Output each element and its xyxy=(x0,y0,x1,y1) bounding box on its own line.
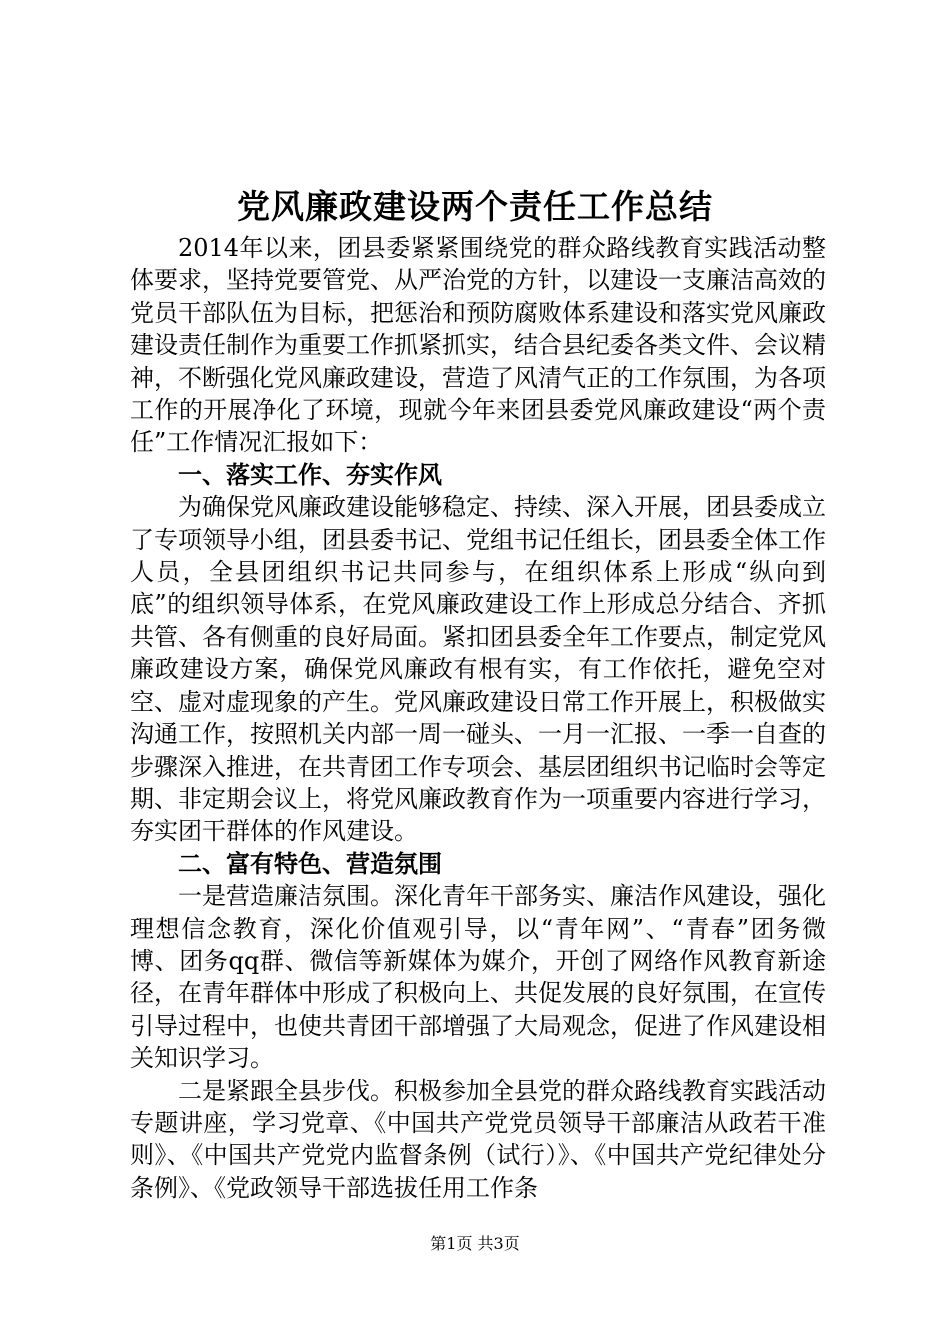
document-title: 党风廉政建设两个责任工作总结 xyxy=(237,187,713,226)
intro-paragraph: 2014年以来，团县委紧紧围绕党的群众路线教育实践活动整体要求，坚持党要管党、从严治党的方针，以建设一支廉洁高效的党员干部队伍为目标，把惩治和预防腐败体系建设和落实党风廉政建设责任制作为重要工作抓紧抓实，结合县纪委各类文件、会议精神，不断强化党风廉政建设，营造了风清气正的工作氛围，为各项工作的开展净化了环境，现就今年来团县委党风廉政建设“两个责任”工作情况汇报如下： xyxy=(130,234,826,457)
section-2-paragraph-1: 一是营造廉洁氛围。深化青年干部务实、廉洁作风建设，强化理想信念教育，深化价值观引导，以“青年网”、“青春”团务微博、团务qq群、微信等新媒体为媒介，开创了网络作风教育新途径，在青年群体中形成了积极向上、共促发展的良好氛围，在宣传引导过程中，也使共青团干部增强了大局观念，促进了作风建设相关知识学习。 xyxy=(130,882,826,1073)
section-heading-2: 二、富有特色、营造氛围 xyxy=(178,849,442,878)
section-1-paragraph: 为确保党风廉政建设能够稳定、持续、深入开展，团县委成立了专项领导小组，团县委书记、党组书记任组长，团县委全体工作人员，全县团组织书记共同参与，在组织体系上形成“纵向到底”的组织领导体系，在党风廉政建设工作上形成总分结合、齐抓共管、各有侧重的良好局面。紧扣团县委全年工作要点，制定党风廉政建设方案，确保党风廉政有根有实，有工作依托，避免空对空、虚对虚现象的产生。党风廉政建设日常工作开展上，积极做实沟通工作，按照机关内部一周一碰头、一月一汇报、一季一自查的步骤深入推进，在共青团工作专项会、基层团组织书记临时会等定期、非定期会议上，将党风廉政教育作为一项重要内容进行学习，夯实团干群体的作风建设。 xyxy=(130,493,826,846)
section-2-paragraph-2: 二是紧跟全县步伐。积极参加全县党的群众路线教育实践活动专题讲座，学习党章、《中国共产党党员领导干部廉洁从政若干准则》、《中国共产党党内监督条例（试行）》、《中国共产党纪律处分条例》、《党政领导干部选拔任用工作条 xyxy=(130,1076,826,1202)
page-number-footer: 第1页 共3页 xyxy=(430,1234,520,1253)
document-body xyxy=(130,232,826,1204)
section-heading-1: 一、落实工作、夯实作风 xyxy=(178,460,442,489)
